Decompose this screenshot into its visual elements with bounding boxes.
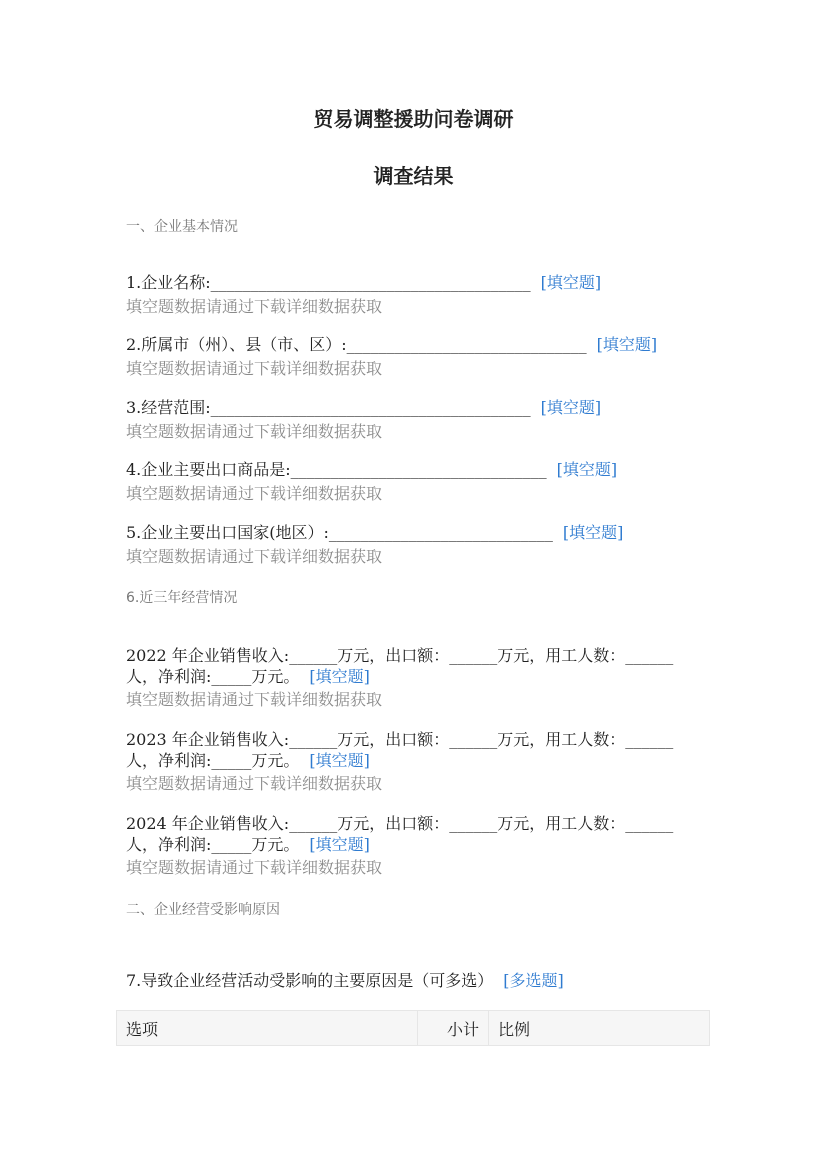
question-text: 5.企业主要出口国家(地区）:____________________________ xyxy=(126,523,553,542)
question-type-tag: [填空题] xyxy=(309,751,370,770)
question-type-tag: [填空题] xyxy=(309,835,370,854)
question-year-2024 xyxy=(126,813,706,855)
question-text-line1: 2024 年企业销售收入:______万元，出口额：______万元，用工人数：______ xyxy=(126,814,674,833)
question-text-line1: 2022 年企业销售收入:______万元，出口额：______万元，用工人数：______ xyxy=(126,646,674,665)
question-2 xyxy=(126,334,706,355)
fill-blank-note: 填空题数据请通过下载详细数据获取 xyxy=(126,359,383,378)
question-text-line2: 人，净利润:_____万元。 xyxy=(126,835,300,854)
fill-blank-note: 填空题数据请通过下载详细数据获取 xyxy=(126,774,383,793)
question-5 xyxy=(126,522,706,543)
question-3 xyxy=(126,397,706,418)
question-year-2022 xyxy=(126,645,706,687)
section-heading-operations: 6.近三年经营情况 xyxy=(126,590,238,606)
question-text-line2: 人，净利润:_____万元。 xyxy=(126,667,300,686)
question-1 xyxy=(126,272,706,293)
header-option: 选项 xyxy=(117,1011,418,1046)
page-subtitle: 调查结果 xyxy=(373,164,454,188)
question-7 xyxy=(126,970,706,991)
options-table xyxy=(116,1010,710,1046)
fill-blank-note: 填空题数据请通过下载详细数据获取 xyxy=(126,422,383,441)
question-text: 1.企业名称:________________________________________ xyxy=(126,273,531,292)
question-text-line2: 人，净利润:_____万元。 xyxy=(126,751,300,770)
question-text-line1: 2023 年企业销售收入:______万元，出口额：______万元，用工人数：______ xyxy=(126,730,674,749)
question-type-tag: [填空题] xyxy=(596,335,658,354)
header-ratio: 比例 xyxy=(489,1011,710,1046)
header-count: 小计 xyxy=(418,1011,489,1046)
section-heading-impact-reasons: 二、企业经营受影响原因 xyxy=(126,902,280,918)
fill-blank-note: 填空题数据请通过下载详细数据获取 xyxy=(126,547,383,566)
fill-blank-note: 填空题数据请通过下载详细数据获取 xyxy=(126,690,383,709)
question-type-tag: [填空题] xyxy=(540,398,602,417)
fill-blank-note: 填空题数据请通过下载详细数据获取 xyxy=(126,858,383,877)
question-text: 2.所属市（州）、县（市、区）:______________________________ xyxy=(126,335,587,354)
question-type-tag: [填空题] xyxy=(556,460,618,479)
question-type-tag: [填空题] xyxy=(540,273,602,292)
question-text: 7.导致企业经营活动受影响的主要原因是（可多选） xyxy=(126,971,494,990)
question-type-tag: [多选题] xyxy=(503,971,564,990)
table-header-row xyxy=(117,1011,710,1046)
fill-blank-note: 填空题数据请通过下载详细数据获取 xyxy=(126,297,383,316)
question-year-2023 xyxy=(126,729,706,771)
question-4 xyxy=(126,459,706,480)
question-type-tag: [填空题] xyxy=(309,667,370,686)
question-type-tag: [填空题] xyxy=(562,523,624,542)
question-text: 4.企业主要出口商品是:________________________________ xyxy=(126,460,547,479)
page-title: 贸易调整援助问卷调研 xyxy=(313,107,514,131)
section-heading-basic-info: 一、企业基本情况 xyxy=(126,219,238,235)
fill-blank-note: 填空题数据请通过下载详细数据获取 xyxy=(126,484,383,503)
question-text: 3.经营范围:________________________________________ xyxy=(126,398,531,417)
